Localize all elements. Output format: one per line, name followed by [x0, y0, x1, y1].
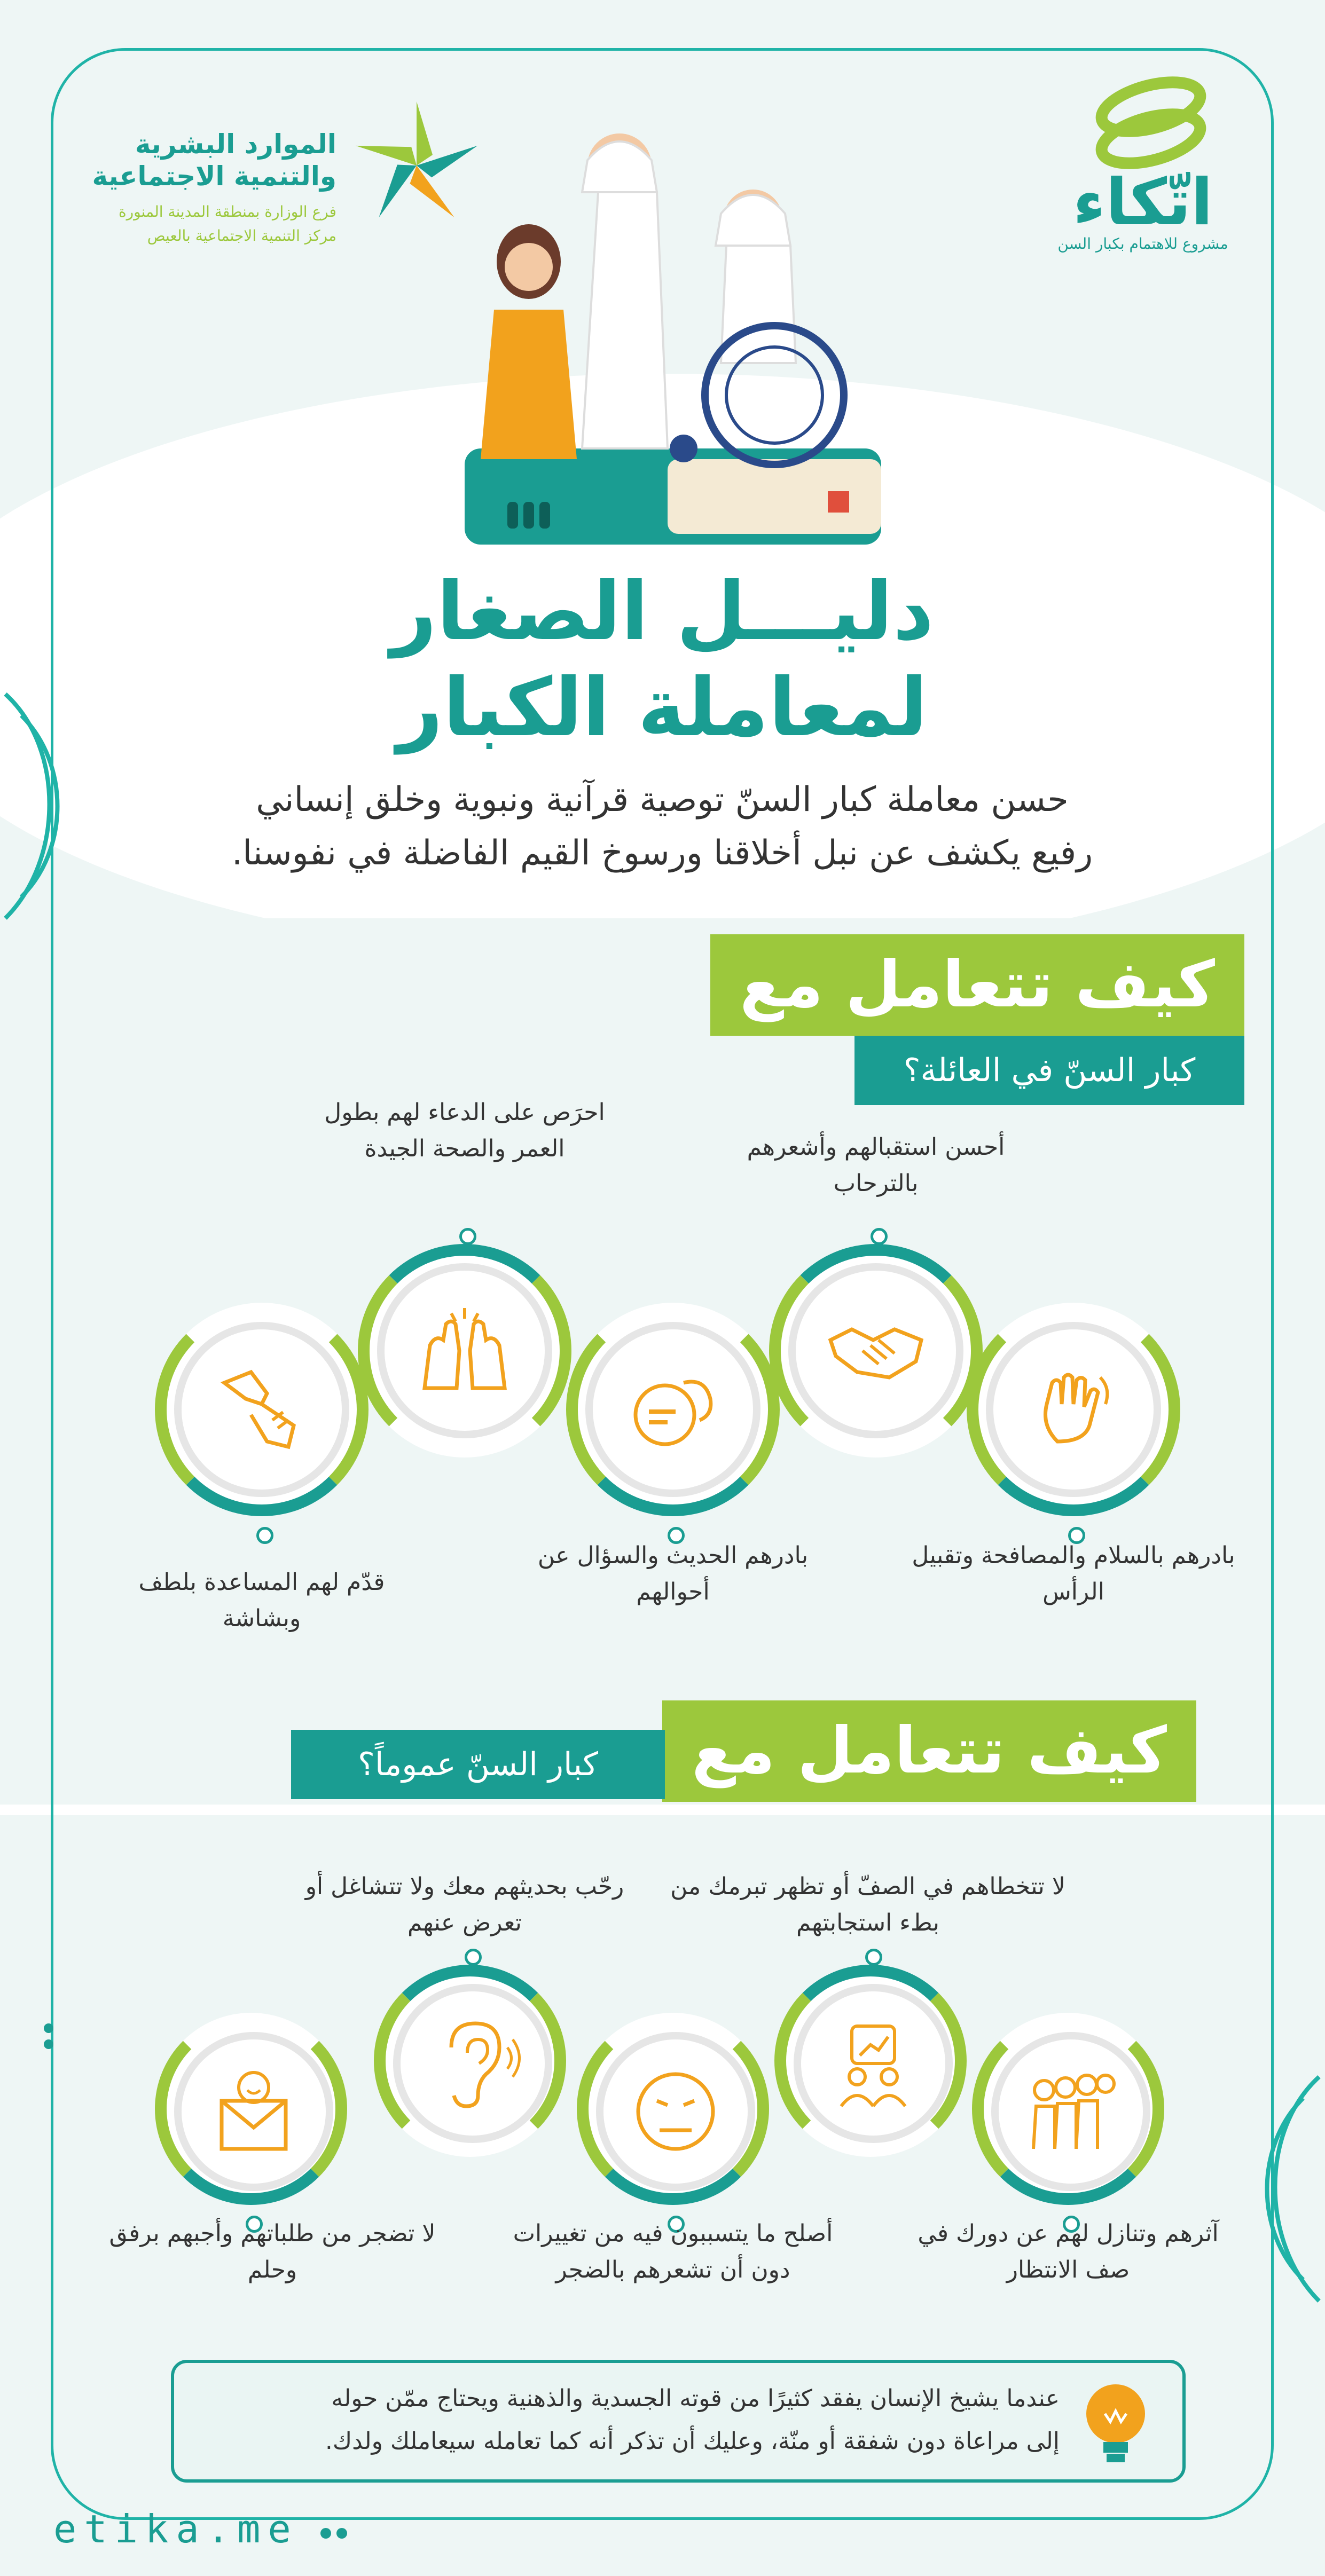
- lightbulb-icon: [1081, 2379, 1150, 2470]
- chat-bubbles-icon: [625, 1361, 721, 1458]
- intro-line1: حسن معاملة كبار السنّ توصية قرآنية ونبوية وخلق إنساني: [256, 780, 1069, 820]
- website-link[interactable]: etika.me: [53, 2507, 299, 2551]
- general-item-patience: [774, 1965, 967, 2157]
- family-item-caption: احرَص على الدعاء لهم بطول العمر والصحة الجيدة: [324, 1099, 605, 1163]
- family-connector-dot: [871, 1228, 888, 1245]
- general-connector-dot: [465, 1949, 482, 1966]
- praying-hands-icon: [414, 1303, 515, 1399]
- intro-line2: رفيع يكشف عن نبل أخلاقنا ورسوخ القيم الفاضلة في نفوسنا.: [231, 833, 1093, 873]
- ear-icon: [425, 2015, 521, 2112]
- frame-dot: [44, 2039, 53, 2049]
- family-item-caption: بادرهم بالسلام والمصافحة وتقبيل الرأس: [912, 1542, 1235, 1606]
- family-connector-dot: [256, 1527, 273, 1544]
- logo-name: اتّكاء: [1072, 166, 1213, 240]
- family-illustration: [443, 107, 903, 587]
- tip-line1: عندما يشيخ الإنسان يفقد كثيرًا من قوته الجسدية والذهنية ويحتاج ممّن حوله: [331, 2385, 1060, 2412]
- general-item-queue: [972, 2013, 1164, 2205]
- frame-dot: [44, 2023, 53, 2033]
- family-item-handshake: [769, 1244, 983, 1458]
- general-connector-dot: [865, 1949, 882, 1966]
- people-chart-icon: [825, 2015, 921, 2112]
- family-item-caption: أحسن استقبالهم وأشعرهم بالترحاب: [747, 1133, 1005, 1198]
- queue-people-icon: [1023, 2063, 1119, 2160]
- helping-hand-icon: [214, 1361, 310, 1458]
- tip-box: [171, 2360, 1186, 2483]
- family-connector-dot: [459, 1228, 476, 1245]
- general-subheading: كبار السنّ عموماً؟: [291, 1730, 665, 1799]
- footer-dot: [336, 2528, 347, 2539]
- family-item-caption: بادرهم الحديث والسؤال عن أحوالهم: [537, 1542, 809, 1606]
- family-item-caption: قدّم لهم المساعدة بلطف وبشاشة: [138, 1569, 385, 1633]
- general-item-caption: أصلح ما يتسببون فيه من تغييرات دون أن تشعرهم بالضجر: [513, 2220, 833, 2284]
- etika-logo: [1025, 75, 1260, 256]
- smiling-envelope-icon: [206, 2063, 302, 2160]
- family-item-wave: [967, 1303, 1180, 1516]
- family-item-chat: [566, 1303, 780, 1516]
- general-item-caption: رحّب بحديثهم معك ولا تتشاغل أو تعرض عنهم: [305, 1873, 624, 1937]
- tip-line2: إلى مراعاة دون شفقة أو منّة، وعليك أن تذكر أنه كما تعامله سيعاملك ولدك.: [325, 2428, 1060, 2455]
- right-swirl-decoration: [1239, 2066, 1325, 2312]
- ministry-center: مركز التنمية الاجتماعية بالعيص: [147, 227, 336, 245]
- family-item-helping: [155, 1303, 369, 1516]
- left-swirl-decoration: [0, 683, 96, 929]
- footer-dot: [320, 2528, 331, 2539]
- general-item-caption: لا تضجر من طلباتهم وأجبهم برفق وحلم: [109, 2220, 436, 2284]
- general-item-listen: [374, 1965, 566, 2157]
- general-item-caption: آثرهم وتنازل لهم عن دورك في صف الانتظار: [918, 2220, 1219, 2284]
- family-heading: كيف تتعامل مع: [710, 934, 1244, 1036]
- general-item-requests: [155, 2013, 347, 2205]
- page-title-line2: لمعاملة الكبار: [396, 661, 928, 754]
- general-item-caption: لا تتخطاهم في الصفّ أو تظهر تبرمك من بطء استجابتهم: [670, 1873, 1065, 1937]
- family-subheading: كبار السنّ في العائلة؟: [854, 1036, 1244, 1105]
- wave-hand-icon: [1025, 1361, 1122, 1458]
- logo-tagline: مشروع للاهتمام بكبار السن: [1057, 235, 1228, 253]
- family-item-prayer: [358, 1244, 571, 1458]
- general-heading: كيف تتعامل مع: [662, 1700, 1196, 1802]
- ministry-branch: فرع الوزارة بمنطقة المدينة المنورة: [118, 203, 336, 220]
- general-item-fix: [577, 2013, 769, 2205]
- ministry-name: الموارد البشرية والتنمية الاجتماعية: [92, 129, 336, 192]
- page-title-line1: دليـــل الصغار: [390, 565, 934, 658]
- handshake-icon: [825, 1303, 927, 1399]
- annoyed-face-icon: [628, 2063, 724, 2160]
